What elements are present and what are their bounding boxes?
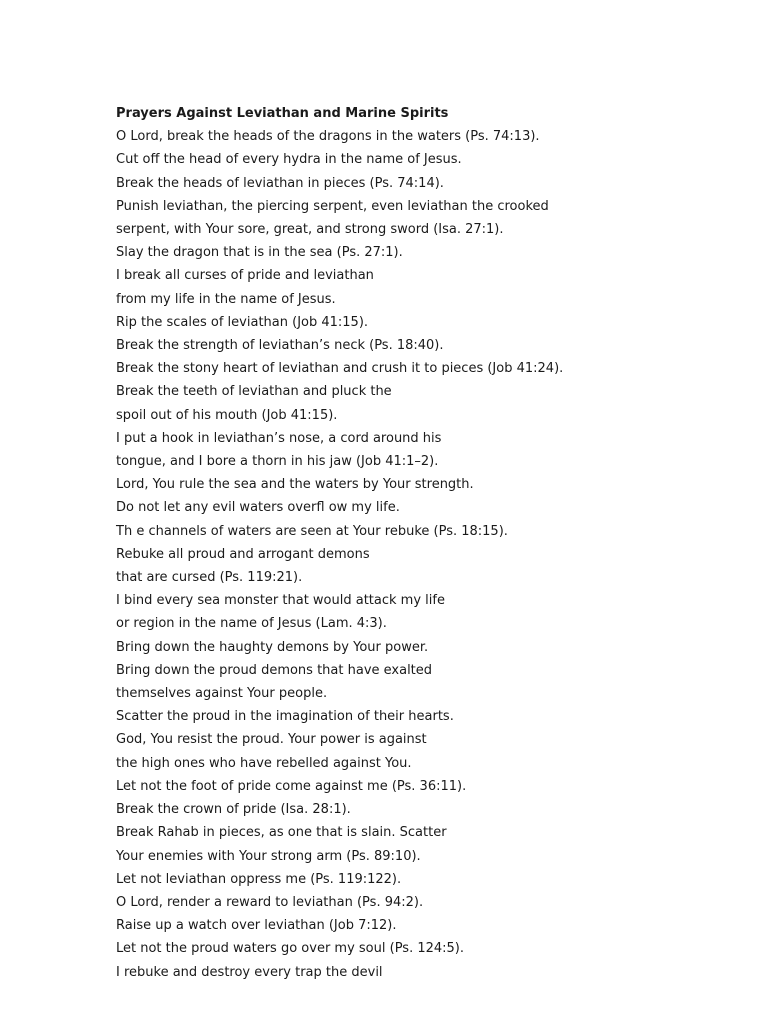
prayer-line: Raise up a watch over leviathan (Job 7:12). xyxy=(116,918,397,934)
prayer-line: that are cursed (Ps. 119:21). xyxy=(116,570,303,586)
prayer-line: Rebuke all proud and arrogant demons xyxy=(116,546,370,562)
prayer-line: spoil out of his mouth (Job 41:15). xyxy=(116,407,338,423)
prayer-line: Punish leviathan, the piercing serpent, even leviathan the crooked xyxy=(116,198,549,214)
prayer-line: Th e channels of waters are seen at Your rebuke (Ps. 18:15). xyxy=(116,523,508,539)
prayer-line: O Lord, render a reward to leviathan (Ps. 94:2). xyxy=(116,894,424,910)
prayer-line: or region in the name of Jesus (Lam. 4:3). xyxy=(116,616,387,632)
prayer-line: Let not the foot of pride come against me (Ps. 36:11). xyxy=(116,778,467,794)
prayer-line: Break Rahab in pieces, as one that is slain. Scatter xyxy=(116,825,447,841)
prayer-line: Do not let any evil waters overfl ow my life. xyxy=(116,500,400,516)
prayer-line: Break the strength of leviathan’s neck (Ps. 18:40). xyxy=(116,338,444,354)
prayer-line: Break the teeth of leviathan and pluck the xyxy=(116,384,392,400)
prayer-line: Slay the dragon that is in the sea (Ps. 27:1). xyxy=(116,245,403,261)
prayer-line: I put a hook in leviathan’s nose, a cord around his xyxy=(116,430,442,446)
prayer-line: Break the stony heart of leviathan and crush it to pieces (Job 41:24). xyxy=(116,361,564,377)
prayer-line: God, You resist the proud. Your power is against xyxy=(116,732,427,748)
prayer-line: I bind every sea monster that would attack my life xyxy=(116,593,445,609)
prayer-line: Cut off the head of every hydra in the name of Jesus. xyxy=(116,152,462,168)
prayer-line: Break the heads of leviathan in pieces (Ps. 74:14). xyxy=(116,175,444,191)
prayer-line: O Lord, break the heads of the dragons in the waters (Ps. 74:13). xyxy=(116,129,540,145)
prayer-line: Bring down the proud demons that have exalted xyxy=(116,662,433,678)
prayer-line: Your enemies with Your strong arm (Ps. 89:10). xyxy=(116,848,421,864)
document-page xyxy=(116,102,736,984)
prayer-line: I rebuke and destroy every trap the devil xyxy=(116,964,383,980)
prayer-line: Scatter the proud in the imagination of their hearts. xyxy=(116,709,454,725)
prayer-line: themselves against Your people. xyxy=(116,686,328,702)
prayer-line: Lord, You rule the sea and the waters by Your strength. xyxy=(116,477,474,493)
prayer-line: the high ones who have rebelled against You. xyxy=(116,755,412,771)
prayer-line: from my life in the name of Jesus. xyxy=(116,291,336,307)
prayer-line: Let not leviathan oppress me (Ps. 119:122). xyxy=(116,871,402,887)
prayer-line: Break the crown of pride (Isa. 28:1). xyxy=(116,802,351,818)
prayer-line: tongue, and I bore a thorn in his jaw (Job 41:1–2). xyxy=(116,454,439,470)
prayer-line: Let not the proud waters go over my soul (Ps. 124:5). xyxy=(116,941,465,957)
prayer-line: Rip the scales of leviathan (Job 41:15). xyxy=(116,314,369,330)
prayer-line: serpent, with Your sore, great, and strong sword (Isa. 27:1). xyxy=(116,222,504,238)
document-title: Prayers Against Leviathan and Marine Spirits xyxy=(116,106,449,121)
prayer-line: Bring down the haughty demons by Your power. xyxy=(116,639,429,655)
prayer-line: I break all curses of pride and leviathan xyxy=(116,268,374,284)
